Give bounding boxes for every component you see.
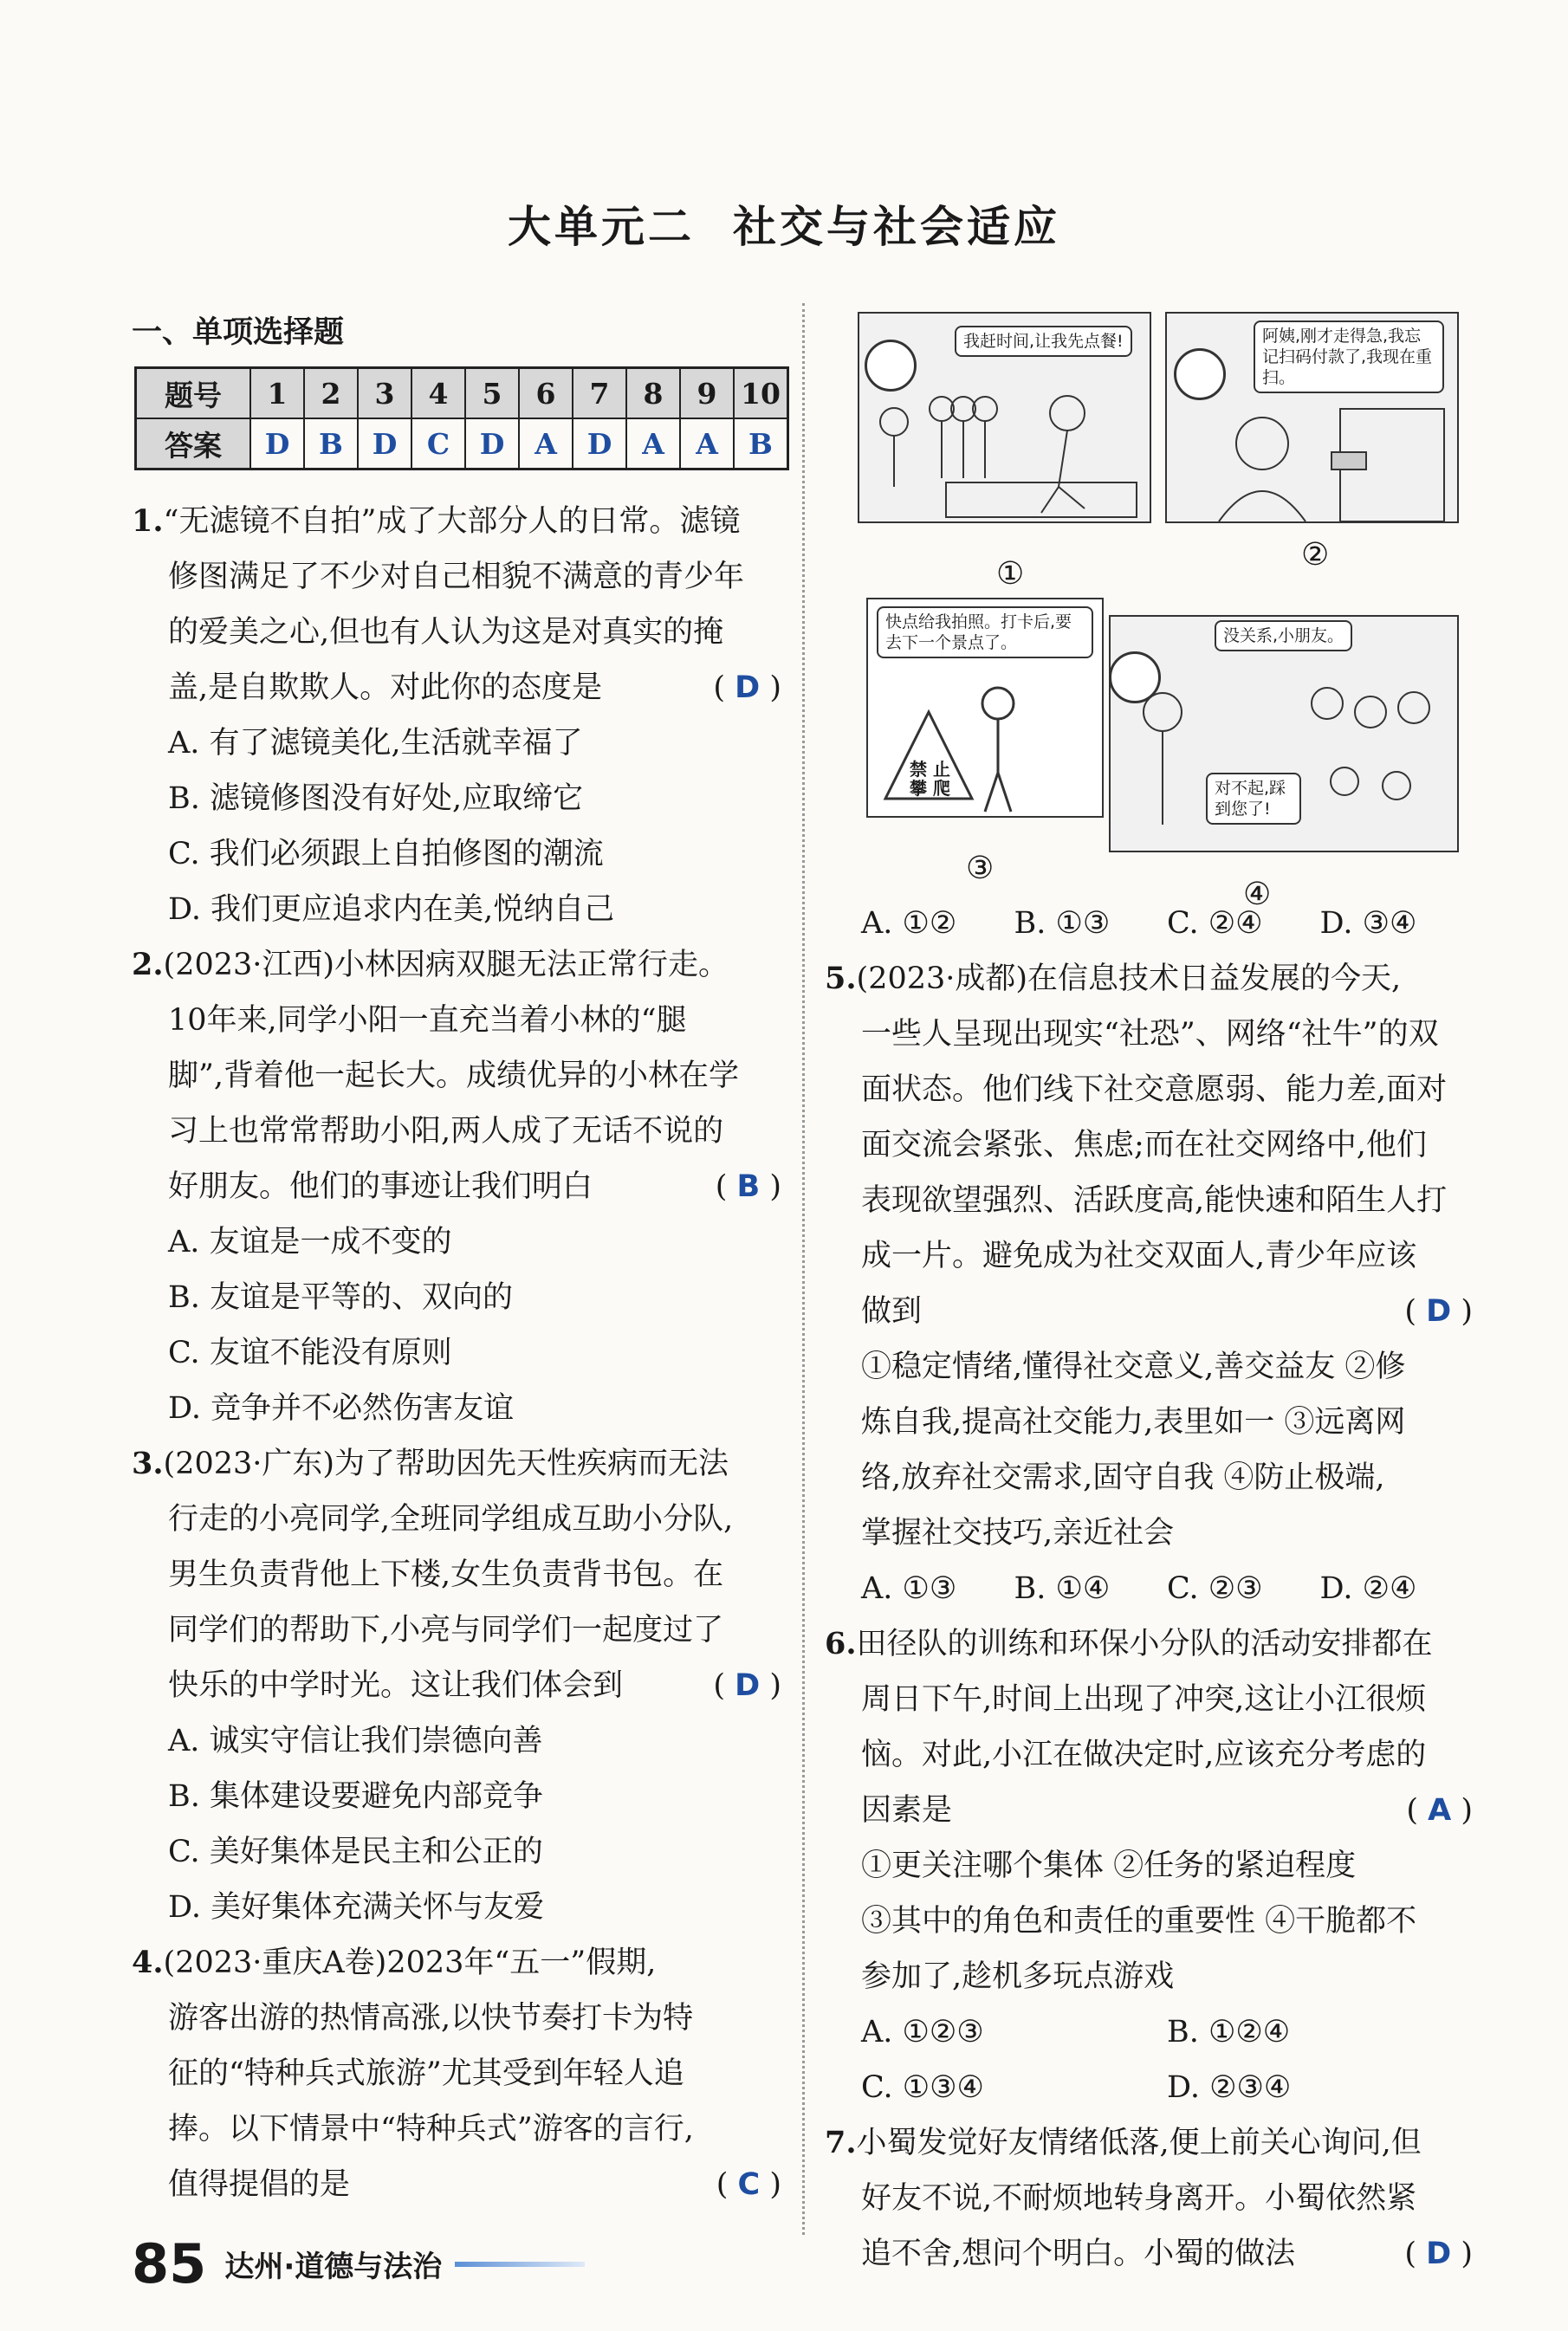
question-text: 捧。以下情景中“特种兵式”游客的言行, <box>168 2112 694 2146</box>
panel-label-1: ① <box>996 556 1025 592</box>
answer-cell: D <box>465 418 519 469</box>
option-c: C. 美好集体是民主和公正的 <box>168 1835 543 1869</box>
answer-letter: A <box>1428 1793 1452 1828</box>
question-7 <box>825 2115 1473 2282</box>
question-text: 游客出游的热情高涨,以快节奏打卡为特 <box>168 2001 694 2036</box>
question-text: 征的“特种兵式旅游”尤其受到年轻人追 <box>168 2056 684 2091</box>
answer-bracket: ( D ) <box>713 1668 781 1703</box>
answer-letter: D <box>735 1668 761 1703</box>
option-a: A. 诚实守信让我们崇德向善 <box>168 1724 543 1758</box>
footer-decoration <box>455 2262 585 2267</box>
option-a: A. ①② <box>861 906 957 941</box>
answer-cell: B <box>734 418 788 469</box>
answer-letter: D <box>735 670 761 705</box>
answer-table-answer-row <box>136 418 788 469</box>
question-text: (2023·广东)为了帮助因先天性疾病而无法 <box>163 1447 729 1481</box>
section-heading: 一、单项选择题 <box>132 315 345 350</box>
question-text: (2023·重庆A卷)2023年“五一”假期, <box>163 1946 657 1980</box>
question-text: 成一片。避免成为社交双面人,青少年应该 <box>861 1239 1417 1273</box>
question-text: 表现欲望强烈、活跃度高,能快速和陌生人打 <box>861 1183 1448 1218</box>
question-number: 3. <box>132 1446 164 1481</box>
answer-table <box>134 366 789 470</box>
answer-cell: D <box>250 418 304 469</box>
comic-illustrations <box>858 312 1455 927</box>
speech-bubble: 没关系,小朋友。 <box>1215 620 1352 651</box>
statement-text: 络,放弃社交需求,固守自我 ④防止极端, <box>861 1460 1385 1495</box>
question-number-cell: 4 <box>411 368 465 419</box>
question-number: 1. <box>132 503 164 539</box>
payment-scene-drawing <box>1167 314 1457 521</box>
option-c: C. ②④ <box>1167 906 1263 941</box>
answer-letter: D <box>1426 1294 1452 1329</box>
comic-panel-4 <box>1109 615 1459 852</box>
question-number-cell: 6 <box>519 368 573 419</box>
question-2 <box>132 937 781 1436</box>
option-c: C. ①③④ <box>861 2070 984 2105</box>
question-text: 面状态。他们线下社交意愿弱、能力差,面对 <box>861 1072 1448 1107</box>
question-text: 盖,是自欺欺人。对此你的态度是 <box>168 670 603 705</box>
question-text: 小蜀发觉好友情绪低落,便上前关心询问,但 <box>856 2126 1422 2160</box>
bus-scene-drawing <box>1111 617 1457 851</box>
option-d: D. ②③④ <box>1167 2070 1292 2105</box>
question-text: 修图满足了不少对自己相貌不满意的青少年 <box>168 560 745 594</box>
option-b: B. ①③ <box>1014 906 1111 941</box>
question-text: 好朋友。他们的事迹让我们明白 <box>168 1169 593 1204</box>
answer-bracket: ( D ) <box>1404 2237 1473 2271</box>
comic-panel-2 <box>1165 312 1459 523</box>
sign-text: 禁 <box>910 759 927 780</box>
question-number: 5. <box>825 961 857 996</box>
question-text: 追不舍,想问个明白。小蜀的做法 <box>861 2237 1296 2271</box>
answer-letter: B <box>736 1169 761 1204</box>
question-number-cell: 9 <box>680 368 734 419</box>
option-b: B. ①④ <box>1014 1571 1111 1606</box>
option-b: B. 滤镜修图没有好处,应取缔它 <box>168 781 584 816</box>
option-c: C. 我们必须跟上自拍修图的潮流 <box>168 837 604 871</box>
option-d: D. 竞争并不必然伤害友谊 <box>168 1391 515 1426</box>
answer-letter: D <box>1426 2237 1452 2271</box>
question-number: 2. <box>132 947 164 982</box>
question-text: 的爱美之心,但也有人认为这是对真实的掩 <box>168 615 724 650</box>
question-text: 男生负责背他上下楼,女生负责背书包。在 <box>168 1557 724 1592</box>
answer-cell: B <box>304 418 358 469</box>
speech-bubble: 阿姨,刚才走得急,我忘记扫码付款了,我现在重扫。 <box>1254 321 1444 393</box>
statement-text: ①稳定情绪,懂得社交意义,善交益友 ②修 <box>861 1350 1406 1384</box>
option-a: A. ①③ <box>861 1571 957 1606</box>
row-label-number: 题号 <box>136 368 251 419</box>
question-number-cell: 10 <box>734 368 788 419</box>
question-text: 一些人呈现出现实“社恐”、网络“社牛”的双 <box>861 1017 1439 1052</box>
question-text: 周日下午,时间上出现了冲突,这让小江很烦 <box>861 1682 1427 1717</box>
option-a: A. 友谊是一成不变的 <box>168 1225 452 1259</box>
question-text: 值得提倡的是 <box>168 2167 351 2202</box>
option-c: C. 友谊不能没有原则 <box>168 1336 452 1370</box>
right-column <box>825 951 1473 2282</box>
answer-cell: A <box>680 418 734 469</box>
book-label: 达州·道德与法治 <box>224 2250 443 2284</box>
question-text: (2023·成都)在信息技术日益发展的今天, <box>856 962 1402 996</box>
row-label-answer: 答案 <box>136 418 251 469</box>
panel-label-4: ④ <box>1243 877 1272 912</box>
comic-panel-1 <box>858 312 1151 523</box>
panel-label-2: ② <box>1301 537 1330 573</box>
statement-text: 参加了,趁机多玩点游戏 <box>861 1959 1175 1994</box>
question-text: 习上也常常帮助小阳,两人成了无话不说的 <box>168 1114 724 1149</box>
question-number: 7. <box>825 2125 857 2160</box>
question-text: 脚”,背着他一起长大。成绩优异的小林在学 <box>168 1059 740 1093</box>
option-c: C. ②③ <box>1167 1571 1263 1606</box>
question-5 <box>825 951 1473 1616</box>
question-3 <box>132 1436 781 1935</box>
title-topic: 社交与社会适应 <box>733 202 1060 252</box>
answer-bracket: ( B ) <box>715 1169 781 1204</box>
comic-panel-3 <box>866 598 1104 818</box>
sign-text: 止 <box>932 759 950 780</box>
question-6 <box>825 1616 1473 2115</box>
question-4-options <box>825 896 1473 951</box>
speech-bubble: 我赶时间,让我先点餐! <box>955 326 1132 357</box>
sign-text: 攀 <box>910 778 927 799</box>
climbing-scene-drawing <box>868 599 1102 816</box>
page-footer <box>132 2232 585 2295</box>
answer-cell: C <box>411 418 465 469</box>
option-a: A. ①②③ <box>861 2015 984 2049</box>
speech-bubble: 对不起,踩到您了! <box>1206 773 1301 825</box>
panel-label-3: ③ <box>966 851 995 886</box>
statement-text: 掌握社交技巧,亲近社会 <box>861 1516 1175 1551</box>
question-text: 行走的小亮同学,全班同学组成互助小分队, <box>168 1502 734 1537</box>
question-number-cell: 1 <box>250 368 304 419</box>
statement-text: ①更关注哪个集体 ②任务的紧迫程度 <box>861 1849 1357 1883</box>
answer-cell: D <box>573 418 626 469</box>
question-number: 4. <box>132 1945 164 1980</box>
question-number: 6. <box>825 1626 857 1661</box>
no-climbing-sign <box>910 760 950 798</box>
option-d: D. 美好集体充满关怀与友爱 <box>168 1890 545 1925</box>
question-1 <box>132 494 781 937</box>
question-text: (2023·江西)小林因病双腿无法正常行走。 <box>163 948 729 982</box>
question-text: 好友不说,不耐烦地转身离开。小蜀依然紧 <box>861 2181 1417 2216</box>
left-column <box>132 494 781 2212</box>
question-text: 因素是 <box>861 1793 953 1828</box>
question-4 <box>132 1935 781 2212</box>
question-number-cell: 3 <box>358 368 411 419</box>
statement-text: ③其中的角色和责任的重要性 ④干脆都不 <box>861 1904 1417 1939</box>
question-number-cell: 2 <box>304 368 358 419</box>
sign-text: 爬 <box>932 778 950 799</box>
statement-text: 炼自我,提高社交能力,表里如一 ③远离网 <box>861 1405 1406 1440</box>
answer-cell: A <box>626 418 680 469</box>
question-number-cell: 7 <box>573 368 626 419</box>
answer-bracket: ( C ) <box>716 2167 781 2202</box>
option-a: A. 有了滤镜美化,生活就幸福了 <box>168 726 583 761</box>
question-text: 面交流会紧张、焦虑;而在社交网络中,他们 <box>861 1128 1427 1162</box>
option-d: D. ②④ <box>1319 1571 1417 1606</box>
answer-letter: C <box>737 2167 761 2202</box>
option-d: D. ③④ <box>1319 906 1417 941</box>
question-number-cell: 5 <box>465 368 519 419</box>
queue-scene-drawing <box>859 314 1150 521</box>
option-b: B. 集体建设要避免内部竞争 <box>168 1779 543 1814</box>
question-text: 恼。对此,小江在做决定时,应该充分考虑的 <box>861 1738 1427 1772</box>
answer-cell: A <box>519 418 573 469</box>
answer-bracket: ( D ) <box>713 670 781 705</box>
question-number-cell: 8 <box>626 368 680 419</box>
question-text: 做到 <box>861 1294 923 1329</box>
answer-bracket: ( A ) <box>1406 1793 1473 1828</box>
page-title <box>0 192 1568 255</box>
question-text: “无滤镜不自拍”成了大部分人的日常。滤镜 <box>163 504 741 539</box>
question-text: 田径队的训练和环保小分队的活动安排都在 <box>856 1627 1433 1661</box>
question-text: 10年来,同学小阳一直充当着小林的“腿 <box>168 1003 687 1038</box>
option-b: B. 友谊是平等的、双向的 <box>168 1280 513 1315</box>
option-b: B. ①②④ <box>1167 2015 1291 2049</box>
option-d: D. 我们更应追求内在美,悦纳自己 <box>168 892 615 927</box>
page-number: 85 <box>132 2232 207 2295</box>
answer-table-number-row <box>136 368 788 419</box>
question-text: 快乐的中学时光。这让我们体会到 <box>168 1668 624 1703</box>
answer-bracket: ( D ) <box>1404 1294 1473 1329</box>
question-text: 同学们的帮助下,小亮与同学们一起度过了 <box>168 1613 724 1648</box>
title-unit: 大单元二 <box>508 202 695 252</box>
answer-cell: D <box>358 418 411 469</box>
speech-bubble: 快点给我拍照。打卡后,要去下一个景点了。 <box>877 606 1093 658</box>
column-divider <box>802 303 805 2235</box>
